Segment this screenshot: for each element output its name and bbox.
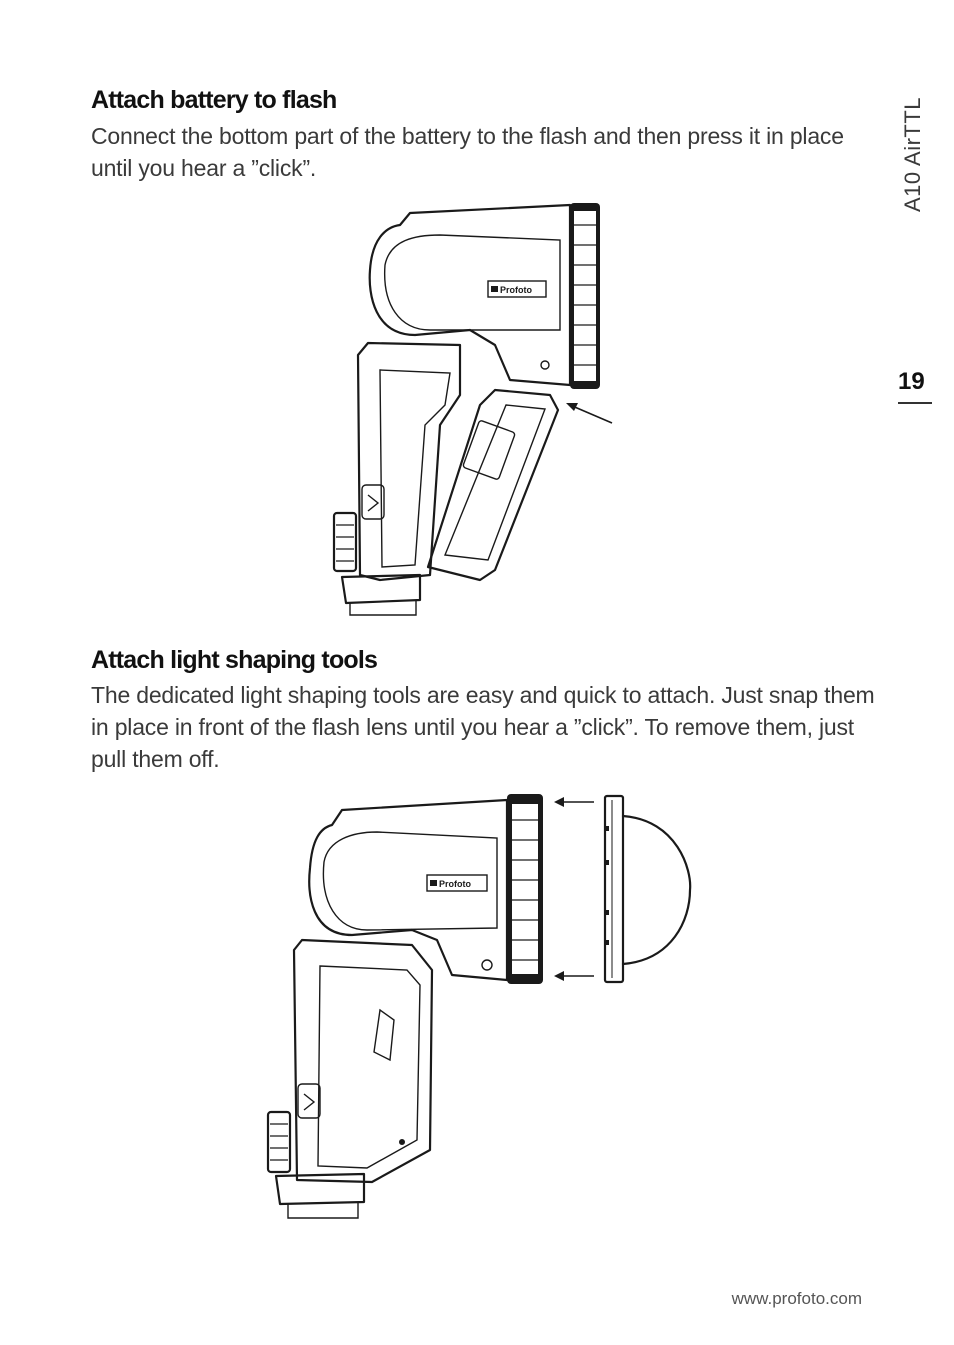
footer-url: www.profoto.com (731, 1289, 862, 1308)
page-number: 19 (898, 368, 932, 404)
flash-battery-illustration (320, 195, 630, 625)
section-heading-light-shaping-tools: Attach light shaping tools (91, 646, 378, 674)
section-body-attach-battery: Connect the bottom part of the battery to the flash and then press it in place until you hear a ”click”. (91, 123, 844, 181)
flash-dome-illustration (262, 790, 692, 1220)
brand-label-2: Profoto (439, 879, 471, 889)
section-body-light-shaping-tools: The dedicated light shaping tools are easy and quick to attach. Just snap them in place in front of the flash lens until you hear a ”click”. To remove them, just pull them off. (91, 682, 875, 772)
brand-label: Profoto (500, 285, 532, 295)
product-name-sidebar: A10 AirTTL (900, 96, 925, 212)
section-heading-attach-battery: Attach battery to flash (91, 86, 337, 114)
